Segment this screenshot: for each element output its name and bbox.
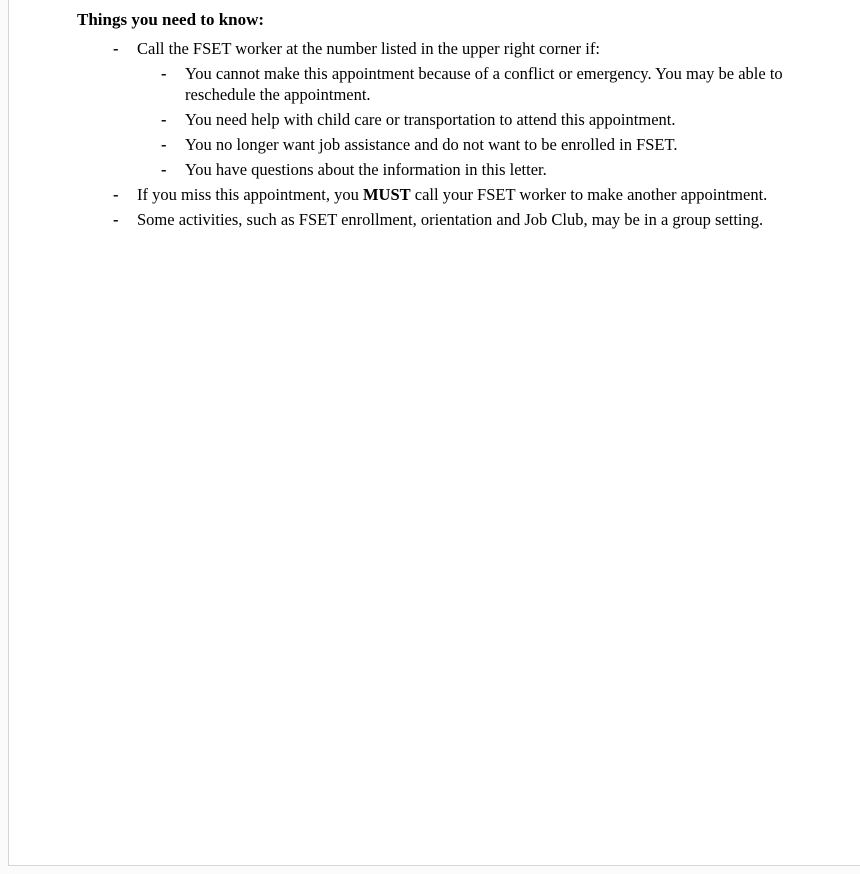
dash-bullet-marker: - <box>113 39 119 58</box>
list-item-text <box>137 184 795 205</box>
list-item-text: You have questions about the information in this letter. <box>185 160 547 179</box>
dash-bullet-marker: - <box>161 135 167 154</box>
list-item <box>113 209 795 230</box>
list-item <box>113 38 795 59</box>
list-item-text-post: call your FSET worker to make another appointment. <box>410 185 768 204</box>
dash-bullet-marker: - <box>161 160 167 179</box>
dash-bullet-marker: - <box>161 110 167 129</box>
list-item-text: You no longer want job assistance and do not want to be enrolled in FSET. <box>185 135 678 154</box>
list-item <box>161 134 795 155</box>
list-item-text: Call the FSET worker at the number listed in the upper right corner if: <box>137 39 600 58</box>
list-item <box>113 184 795 205</box>
document-content <box>9 0 860 230</box>
dash-bullet-marker: - <box>161 64 167 83</box>
list-item-text: You cannot make this appointment because of a conflict or emergency. You may be able to reschedule the appointment. <box>185 64 783 104</box>
list-item-text-bold: MUST <box>362 185 411 204</box>
dash-bullet-marker: - <box>113 185 119 204</box>
list-item <box>161 63 795 105</box>
dash-bullet-marker: - <box>113 210 119 229</box>
list-item <box>161 159 795 180</box>
list-item-text-pre: If you miss this appointment, you <box>137 185 363 204</box>
section-heading: Things you need to know: <box>77 10 265 29</box>
document-page <box>8 0 860 866</box>
list-item-text: You need help with child care or transportation to attend this appointment. <box>185 110 676 129</box>
list-item <box>161 109 795 130</box>
list-item-text: Some activities, such as FSET enrollment, orientation and Job Club, may be in a group setting. <box>137 210 764 229</box>
